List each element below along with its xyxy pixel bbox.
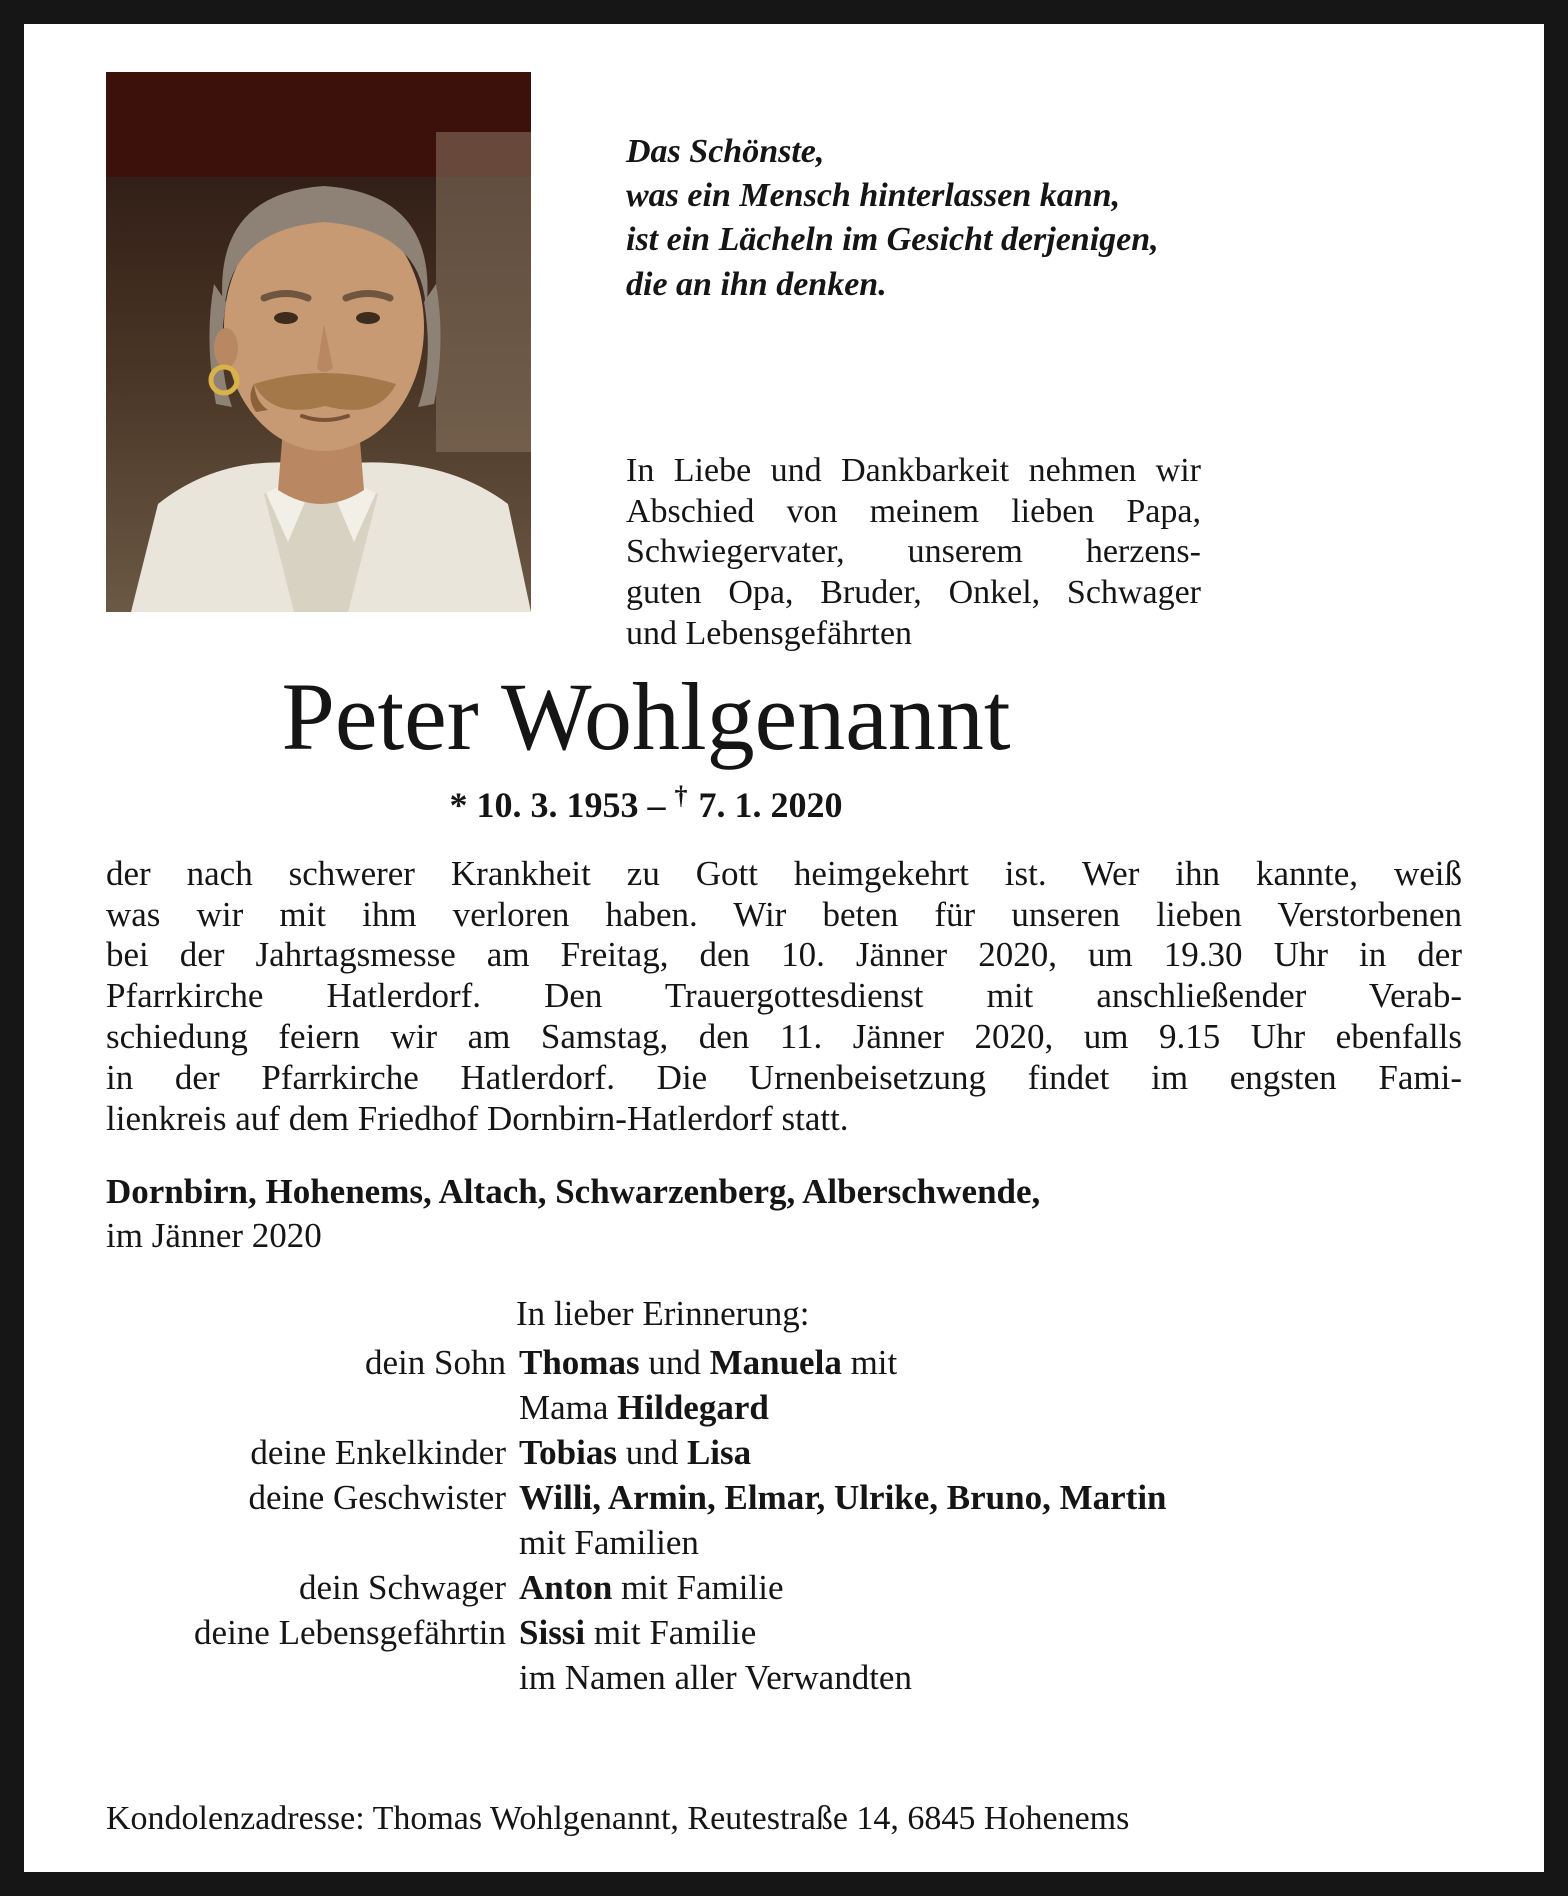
memorial-name: Sissi <box>519 1613 586 1653</box>
memorial-name: Hildegard <box>617 1388 769 1428</box>
birth-date: 10. 3. 1953 <box>476 784 639 825</box>
memorial-text: mit Familie <box>585 1613 757 1653</box>
memorial-text: Mama <box>519 1388 618 1428</box>
intro-paragraph-line-3: Schwiegervater, unserem herzens- <box>626 533 1201 571</box>
top-right-column <box>626 72 1201 655</box>
deceased-name-block <box>106 662 1186 826</box>
announcement-text-line-2: was wir mit ihm verloren haben. Wir beten für unseren lieben Verstorbenen <box>106 894 1462 934</box>
memorial-text: mit Familien <box>519 1523 699 1563</box>
month-line: im Jänner 2020 <box>106 1216 322 1256</box>
memorial-name: Manuela <box>709 1343 842 1383</box>
memorial-row-2 <box>106 1385 1462 1430</box>
memorial-quote-line-2: was ein Mensch hinterlassen kann, <box>626 177 1121 215</box>
memorial-name: Thomas <box>519 1343 640 1383</box>
portrait-photo <box>106 72 531 612</box>
memorial-row-value <box>519 1340 897 1385</box>
memorial-row-5 <box>106 1520 1462 1565</box>
places-line: Dornbirn, Hohenems, Altach, Schwarzenberg, Alberschwende, <box>106 1172 1041 1212</box>
death-date: 7. 1. 2020 <box>698 784 843 825</box>
memorial-text: mit Familie <box>612 1568 784 1608</box>
memorial-row-value <box>519 1385 769 1430</box>
memorial-quote-line-1: Das Schönste, <box>626 133 825 170</box>
intro-paragraph <box>626 451 1201 655</box>
memorial-row-label: deine Geschwister <box>248 1478 506 1518</box>
memorial-name: Tobias <box>519 1433 617 1473</box>
memorial-text: und <box>639 1343 710 1383</box>
memorial-row-6 <box>106 1565 1462 1610</box>
intro-paragraph-line-5: und Lebensgefährten <box>626 614 913 652</box>
memorial-row-value <box>519 1565 783 1610</box>
memorial-row-8 <box>106 1655 1462 1700</box>
birth-symbol: * <box>449 784 468 825</box>
memorial-text: im Namen aller Verwandten <box>519 1658 912 1698</box>
memorial-row-value <box>519 1475 1167 1520</box>
memorial-quote-line-4: die an ihn denken. <box>626 265 887 303</box>
deceased-name: Peter Wohlgenannt <box>281 662 1011 770</box>
memorial-row-value <box>519 1655 912 1700</box>
memorial-name: Lisa <box>686 1433 752 1473</box>
announcement-text-line-5: schiedung feiern wir am Samstag, den 11. Jänner 2020, um 9.15 Uhr ebenfalls <box>106 1017 1462 1057</box>
memorial-row-3 <box>106 1430 1462 1475</box>
memorial-text: mit <box>841 1343 898 1383</box>
memorial-row-label <box>106 1385 506 1430</box>
memorial-quote <box>626 130 1201 307</box>
memorial-heading: In lieber Erinnerung: <box>516 1294 810 1334</box>
memorial-name: Anton <box>519 1568 613 1608</box>
announcement-text-line-1: der nach schwerer Krankheit zu Gott heimgekehrt ist. Wer ihn kannte, weiß <box>106 853 1462 893</box>
memorial-row-label: dein Schwager <box>298 1568 506 1608</box>
memorial-row-1 <box>106 1340 1462 1385</box>
announcement-text-line-7: lienkreis auf dem Friedhof Dornbirn-Hatlerdorf statt. <box>106 1099 849 1139</box>
memorial-row-7 <box>106 1610 1462 1655</box>
announcement-text-line-4: Pfarrkirche Hatlerdorf. Den Trauergottesdienst mit anschließender Verab- <box>106 976 1462 1016</box>
life-dates <box>106 781 1186 826</box>
memorial-row-value <box>519 1520 699 1565</box>
portrait-illustration <box>106 72 531 612</box>
memorial-name: Willi, Armin, Elmar, Ulrike, Bruno, Martin <box>519 1478 1167 1518</box>
intro-paragraph-line-1: In Liebe und Dankbarkeit nehmen wir <box>626 451 1201 489</box>
dates-separator: – <box>647 784 666 825</box>
memorial-row-label <box>106 1520 506 1565</box>
memorial-row-value <box>519 1430 751 1475</box>
memorial-row-label: deine Lebensgefährtin <box>194 1613 506 1653</box>
top-section <box>106 72 1462 655</box>
intro-paragraph-line-2: Abschied von meinem lieben Papa, <box>626 492 1201 530</box>
memorial-row-label: dein Sohn <box>365 1343 506 1383</box>
memorial-row-label <box>106 1655 506 1700</box>
announcement-text-line-6: in der Pfarrkirche Hatlerdorf. Die Urnenbeisetzung findet im engsten Fami- <box>106 1058 1462 1098</box>
memorial-text: und <box>616 1433 687 1473</box>
announcement-text <box>106 854 1462 1141</box>
memorial-row-4 <box>106 1475 1462 1520</box>
condolence-address: Kondolenzadresse: Thomas Wohlgenannt, Reutestraße 14, 6845 Hohenems <box>106 1800 1130 1837</box>
memorial-quote-line-3: ist ein Lächeln im Gesicht derjenigen, <box>626 221 1159 259</box>
announcement-text-line-3: bei der Jahrtagsmesse am Freitag, den 10. Jänner 2020, um 19.30 Uhr in der <box>106 935 1462 975</box>
memorial-row-label: deine Enkelkinder <box>250 1433 506 1473</box>
death-symbol: † <box>674 780 688 810</box>
memorial-list <box>106 1340 1462 1700</box>
memorial-row-value <box>519 1610 756 1655</box>
intro-paragraph-line-4: guten Opa, Bruder, Onkel, Schwager <box>626 574 1201 612</box>
